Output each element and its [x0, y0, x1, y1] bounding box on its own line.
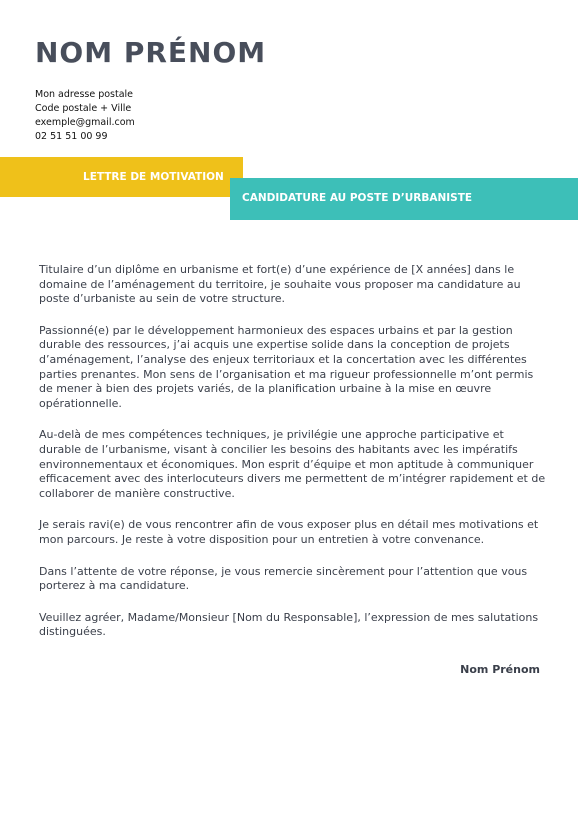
paragraph-experience: Passionné(e) par le développement harmonieux des espaces urbains et par la gestion durable des ressources, j’ai acquis une expertise solide dans la conception de projets d’aménagement, l’analyse des enjeux territoriaux et la concertation avec les différentes parties prenantes. Mon sens de l’organisation et ma rigueur professionnelle m’ont permis de mener à bien des projets variés, de la planification urbaine à la mise en œuvre opérationnelle.	[39, 323, 534, 410]
paragraph-closing: Veuillez agréer, Madame/Monsieur [Nom du Responsable], l’expression de mes salutations distinguées.	[39, 610, 539, 639]
letter-type-band	[0, 157, 243, 197]
applicant-name: NOM PRÉNOM	[35, 36, 267, 69]
letter-type-label: LETTRE DE MOTIVATION	[83, 171, 224, 183]
paragraph-intro: Titulaire d’un diplôme en urbanisme et fort(e) d’une expérience de [X années] dans le domaine de l’aménagement du territoire, je souhaite vous proposer ma candidature au poste d’urbaniste au sein de votre structure.	[39, 263, 521, 306]
position-band	[230, 178, 578, 220]
signature: Nom Prénom	[460, 663, 540, 676]
paragraph-meeting: Je serais ravi(e) de vous rencontrer afin de vous exposer plus en détail mes motivations et mon parcours. Je reste à votre disposition pour un entretien à votre convenance.	[39, 518, 539, 546]
letter-body	[39, 263, 547, 657]
paragraph-thanks: Dans l’attente de votre réponse, je vous remercie sincèrement pour l’attention que vous porterez à ma candidature.	[39, 564, 528, 593]
postal-code-city: Code postale + Ville	[35, 103, 132, 114]
postal-address: Mon adresse postale	[35, 89, 134, 100]
email: exemple@gmail.com	[35, 117, 135, 128]
paragraph-approach: Au-delà de mes compétences techniques, je privilégie une approche participative et durable de l’urbanisme, visant à concilier les besoins des habitants avec les impératifs environnementaux et économiques. Mon esprit d’équipe et mon aptitude à communiquer efficacement avec des interlocuteurs divers me permettent de m’intégrer rapidement et de collaborer de manière constructive.	[39, 428, 546, 500]
contact-block	[35, 88, 135, 144]
phone: 02 51 51 00 99	[35, 131, 108, 142]
position-label: CANDIDATURE AU POSTE D’URBANISTE	[242, 192, 473, 204]
